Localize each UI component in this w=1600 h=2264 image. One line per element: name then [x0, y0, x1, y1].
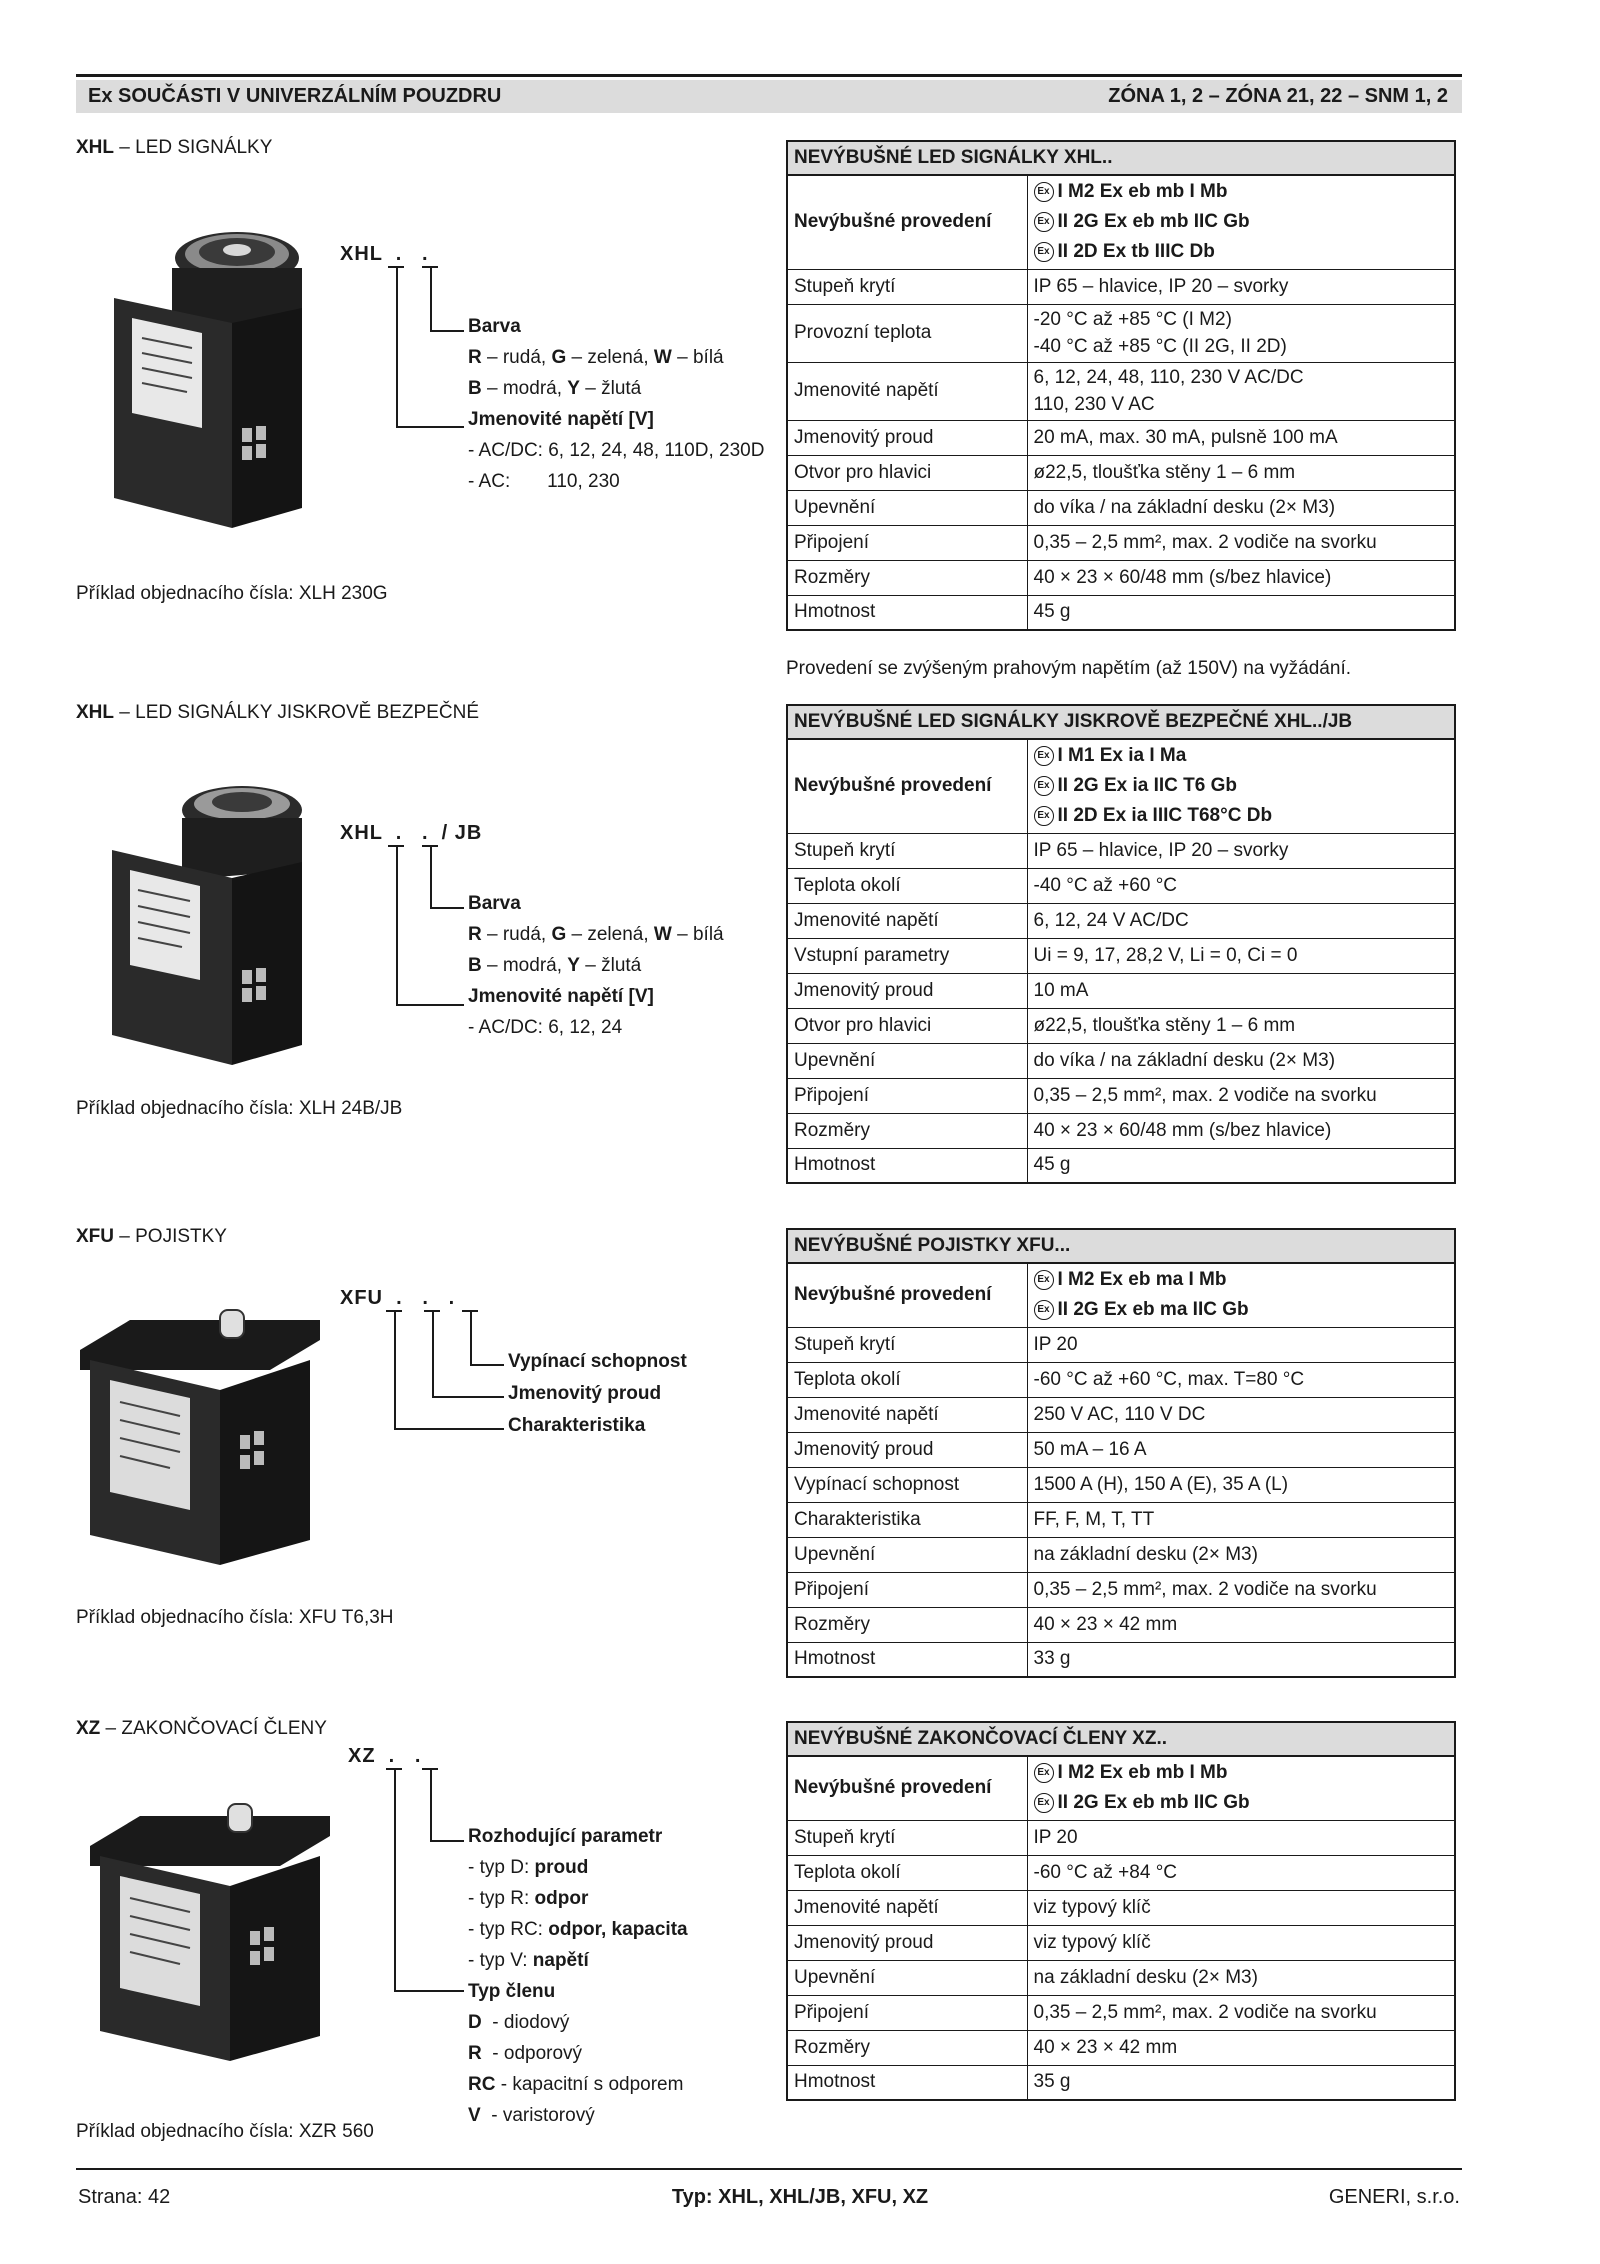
bottom-rule: [76, 2168, 1462, 2170]
table-key: Otvor pro hlavici: [787, 1008, 1027, 1043]
xhljb-code: XHL . . / JB: [340, 822, 483, 844]
xfu-example: Příklad objednacího čísla: XFU T6,3H: [76, 1607, 394, 1628]
xz-example: Příklad objednacího čísla: XZR 560: [76, 2121, 374, 2142]
leader-line: [470, 1364, 504, 1366]
table-value: 40 × 23 × 42 mm: [1027, 1607, 1455, 1642]
atex-cell: Ex I M2 Ex eb ma I Mb Ex II 2G Ex eb ma IIC Gb: [1027, 1263, 1455, 1327]
xhljb-table: [786, 704, 1456, 1184]
table-value: 35 g: [1027, 2065, 1455, 2100]
table-key: Hmotnost: [787, 1642, 1027, 1677]
table-value: 10 mA: [1027, 973, 1455, 1008]
leader-line: [432, 1312, 434, 1396]
table-key: Připojení: [787, 1572, 1027, 1607]
table-key: Jmenovité napětí: [787, 362, 1027, 420]
table-key: Jmenovitý proud: [787, 973, 1027, 1008]
xhl-code: XHL . .: [340, 243, 429, 265]
top-rule: [76, 74, 1462, 77]
table-key: Vstupní parametry: [787, 938, 1027, 973]
table-value: 40 × 23 × 60/48 mm (s/bez hlavice): [1027, 1113, 1455, 1148]
table-key: Jmenovité napětí: [787, 1397, 1027, 1432]
table-value: -60 °C až +60 °C, max. T=80 °C: [1027, 1362, 1455, 1397]
table-value: 6, 12, 24, 48, 110, 230 V AC/DC 110, 230 V AC: [1027, 362, 1455, 420]
table-title: NEVÝBUŠNÉ POJISTKY XFU...: [787, 1229, 1455, 1263]
ex-icon: Ex: [1034, 806, 1054, 826]
leader-line: [430, 268, 432, 330]
table-value: IP 65 – hlavice, IP 20 – svorky: [1027, 833, 1455, 868]
header-right: ZÓNA 1, 2 – ZÓNA 21, 22 – SNM 1, 2: [1108, 85, 1448, 107]
leader-line: [430, 330, 464, 332]
ex-icon: Ex: [1034, 1793, 1054, 1813]
table-value: ø22,5, tloušťka stěny 1 – 6 mm: [1027, 455, 1455, 490]
table-value: 0,35 – 2,5 mm², max. 2 vodiče na svorku: [1027, 525, 1455, 560]
table-value: IP 20: [1027, 1820, 1455, 1855]
leader-line: [394, 1312, 396, 1428]
leader-line: [396, 268, 398, 426]
table-key: Charakteristika: [787, 1502, 1027, 1537]
table-key: Rozměry: [787, 560, 1027, 595]
table-value: do víka / na základní desku (2× M3): [1027, 490, 1455, 525]
atex-cell: Ex I M2 Ex eb mb I Mb Ex II 2G Ex eb mb IIC Gb: [1027, 1756, 1455, 1820]
xhl-product-image: [92, 228, 322, 538]
table-value: 0,35 – 2,5 mm², max. 2 vodiče na svorku: [1027, 1995, 1455, 2030]
table-value: 250 V AC, 110 V DC: [1027, 1397, 1455, 1432]
ex-icon: Ex: [1034, 242, 1054, 262]
table-value: 0,35 – 2,5 mm², max. 2 vodiče na svorku: [1027, 1572, 1455, 1607]
atex-cell: Ex I M1 Ex ia I Ma Ex II 2G Ex ia IIC T6 Gb Ex II 2D Ex ia IIIC T68°C Db: [1027, 739, 1455, 833]
leader-line: [394, 1428, 504, 1430]
table-value: viz typový klíč: [1027, 1890, 1455, 1925]
table-value: Ui = 9, 17, 28,2 V, Li = 0, Ci = 0: [1027, 938, 1455, 973]
leader-line: [394, 1990, 464, 1992]
table-key: Teplota okolí: [787, 868, 1027, 903]
table-key: Rozměry: [787, 1113, 1027, 1148]
table-key: Otvor pro hlavici: [787, 455, 1027, 490]
footer-types: Typ: XHL, XHL/JB, XFU, XZ: [671, 2186, 929, 2208]
leader-line: [430, 1770, 432, 1840]
xfu-legend: Vypínací schopnost Jmenovitý proud Charakteristika: [508, 1351, 687, 1436]
xhljb-product-image: [82, 770, 312, 1070]
table-value: na základní desku (2× M3): [1027, 1960, 1455, 1995]
table-key: Nevýbušné provedení: [787, 175, 1027, 269]
table-value: 45 g: [1027, 595, 1455, 630]
xfu-product-image: [70, 1290, 330, 1570]
table-key: Vypínací schopnost: [787, 1467, 1027, 1502]
xhl-legend: Barva R – rudá, G – zelená, W – bílá B – modrá, Y – žlutá Jmenovité napětí [V] - AC/DC: 6, 12, 24, 48, 110D, 230D - AC: 110, 230: [468, 316, 765, 492]
footer-company: GENERI, s.r.o.: [1328, 2186, 1460, 2208]
table-key: Nevýbušné provedení: [787, 1756, 1027, 1820]
xfu-section-title: XFU – POJISTKY: [76, 1226, 227, 1247]
table-key: Upevnění: [787, 1537, 1027, 1572]
table-value: -40 °C až +60 °C: [1027, 868, 1455, 903]
table-key: Rozměry: [787, 1607, 1027, 1642]
table-key: Teplota okolí: [787, 1362, 1027, 1397]
table-value: FF, F, M, T, TT: [1027, 1502, 1455, 1537]
table-title: NEVÝBUŠNÉ ZAKONČOVACÍ ČLENY XZ..: [787, 1722, 1455, 1756]
table-key: Připojení: [787, 1078, 1027, 1113]
leader-line: [394, 1770, 396, 1990]
xz-product-image: [80, 1786, 340, 2066]
leader-line: [396, 847, 398, 1004]
xfu-code: XFU . . .: [340, 1287, 456, 1309]
table-key: Jmenovitý proud: [787, 1432, 1027, 1467]
table-key: Hmotnost: [787, 2065, 1027, 2100]
table-key: Upevnění: [787, 1960, 1027, 1995]
xhljb-example: Příklad objednacího čísla: XLH 24B/JB: [76, 1098, 403, 1119]
page-number: Strana: 42: [78, 2186, 171, 2208]
table-key: Provozní teplota: [787, 304, 1027, 362]
leader-line: [396, 426, 464, 428]
leader-line: [396, 1004, 464, 1006]
table-value: -60 °C až +84 °C: [1027, 1855, 1455, 1890]
xhl-section-title: XHL – LED SIGNÁLKY: [76, 137, 273, 158]
header-left: Ex SOUČÁSTI V UNIVERZÁLNÍM POUZDRU: [88, 85, 502, 107]
table-value: na základní desku (2× M3): [1027, 1537, 1455, 1572]
leader-line: [430, 907, 464, 909]
table-key: Jmenovité napětí: [787, 1890, 1027, 1925]
atex-cell: Ex I M2 Ex eb mb I Mb Ex II 2G Ex eb mb IIC Gb Ex II 2D Ex tb IIIC Db: [1027, 175, 1455, 269]
ex-icon: Ex: [1034, 746, 1054, 766]
header-bar: [76, 80, 1462, 113]
leader-line: [432, 1396, 504, 1398]
leader-line: [430, 847, 432, 907]
table-title: NEVÝBUŠNÉ LED SIGNÁLKY XHL..: [787, 141, 1455, 175]
xhl-example: Příklad objednacího čísla: XLH 230G: [76, 583, 388, 604]
leader-line: [470, 1312, 472, 1364]
xz-section-title: XZ – ZAKONČOVACÍ ČLENY: [76, 1718, 327, 1739]
table-key: Nevýbušné provedení: [787, 1263, 1027, 1327]
ex-icon: Ex: [1034, 182, 1054, 202]
table-key: Stupeň krytí: [787, 1327, 1027, 1362]
xz-table: [786, 1721, 1456, 2101]
table-key: Rozměry: [787, 2030, 1027, 2065]
table-key: Nevýbušné provedení: [787, 739, 1027, 833]
table-value: 33 g: [1027, 1642, 1455, 1677]
xfu-table: [786, 1228, 1456, 1678]
table-value: 40 × 23 × 60/48 mm (s/bez hlavice): [1027, 560, 1455, 595]
table-key: Připojení: [787, 525, 1027, 560]
table-key: Připojení: [787, 1995, 1027, 2030]
table-value: 50 mA – 16 A: [1027, 1432, 1455, 1467]
ex-icon: Ex: [1034, 1763, 1054, 1783]
table-key: Upevnění: [787, 1043, 1027, 1078]
table-value: -20 °C až +85 °C (I M2) -40 °C až +85 °C (II 2G, II 2D): [1027, 304, 1455, 362]
table-key: Upevnění: [787, 490, 1027, 525]
xz-code: XZ . .: [348, 1745, 422, 1767]
xhljb-section-title: XHL – LED SIGNÁLKY JISKROVĚ BEZPEČNÉ: [76, 702, 479, 723]
table-value: IP 20: [1027, 1327, 1455, 1362]
table-value: ø22,5, tloušťka stěny 1 – 6 mm: [1027, 1008, 1455, 1043]
table-title: NEVÝBUŠNÉ LED SIGNÁLKY JISKROVĚ BEZPEČNÉ XHL../JB: [787, 705, 1455, 739]
xhl-table: [786, 140, 1456, 631]
table-value: 1500 A (H), 150 A (E), 35 A (L): [1027, 1467, 1455, 1502]
xz-legend: Rozhodující parametr - typ D: proud - typ R: odpor - typ RC: odpor, kapacita - typ V: napětí Typ členu D - diodový R - odporový RC - kapacitní s odporem V - varistorový: [468, 1826, 688, 2126]
table-value: 20 mA, max. 30 mA, pulsně 100 mA: [1027, 420, 1455, 455]
table-value: do víka / na základní desku (2× M3): [1027, 1043, 1455, 1078]
table-key: Stupeň krytí: [787, 269, 1027, 304]
table-value: 0,35 – 2,5 mm², max. 2 vodiče na svorku: [1027, 1078, 1455, 1113]
table-key: Jmenovité napětí: [787, 903, 1027, 938]
table-key: Stupeň krytí: [787, 833, 1027, 868]
table-value: viz typový klíč: [1027, 1925, 1455, 1960]
ex-icon: Ex: [1034, 1300, 1054, 1320]
table-key: Hmotnost: [787, 1148, 1027, 1183]
table-key: Jmenovitý proud: [787, 420, 1027, 455]
table-value: 45 g: [1027, 1148, 1455, 1183]
leader-line: [430, 1840, 464, 1842]
xhl-note: Provedení se zvýšeným prahovým napětím (až 150V) na vyžádání.: [786, 658, 1351, 679]
ex-icon: Ex: [1034, 1270, 1054, 1290]
table-value: 40 × 23 × 42 mm: [1027, 2030, 1455, 2065]
table-value: IP 65 – hlavice, IP 20 – svorky: [1027, 269, 1455, 304]
ex-icon: Ex: [1034, 776, 1054, 796]
ex-icon: Ex: [1034, 212, 1054, 232]
table-key: Stupeň krytí: [787, 1820, 1027, 1855]
table-key: Jmenovitý proud: [787, 1925, 1027, 1960]
table-key: Teplota okolí: [787, 1855, 1027, 1890]
table-key: Hmotnost: [787, 595, 1027, 630]
table-value: 6, 12, 24 V AC/DC: [1027, 903, 1455, 938]
xhljb-legend: Barva R – rudá, G – zelená, W – bílá B – modrá, Y – žlutá Jmenovité napětí [V] - AC/DC: 6, 12, 24: [468, 893, 724, 1038]
